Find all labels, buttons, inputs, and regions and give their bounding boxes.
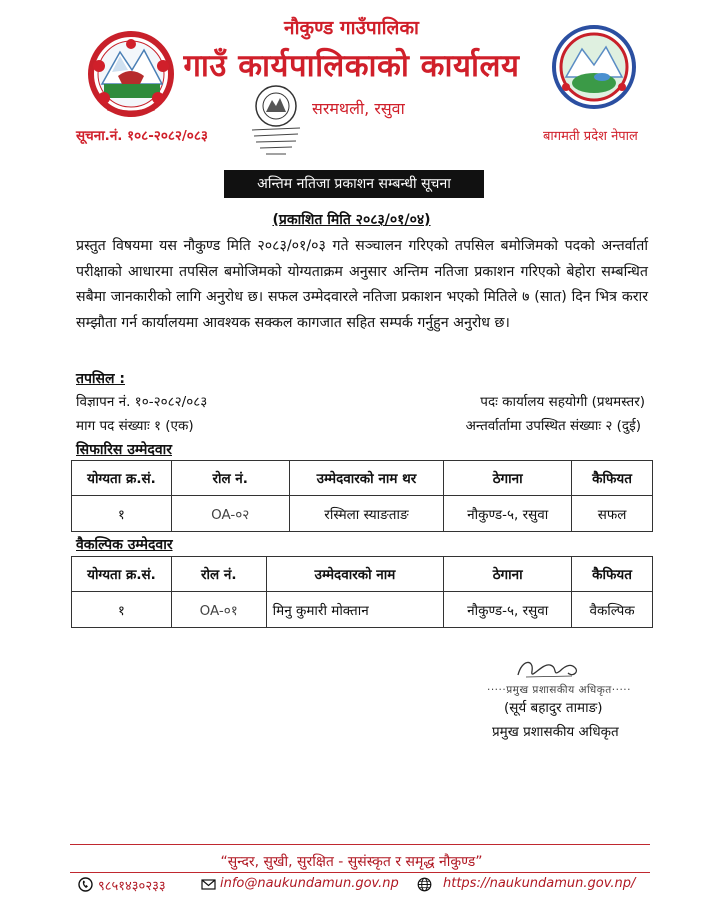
column-header: कैफियत xyxy=(572,557,653,592)
address-cell: नौकुण्ड-५, रसुवा xyxy=(444,592,572,628)
column-header: ठेगाना xyxy=(444,461,572,496)
advertisement-number: विज्ञापन नं. १०-२०८२/०८३ xyxy=(76,394,208,410)
office-location: सरमथली, रसुवा xyxy=(312,99,405,118)
email-icon xyxy=(201,877,216,892)
post-name: पदः कार्यालय सहयोगी (प्रथमस्तर) xyxy=(480,394,645,410)
remarks-cell: सफल xyxy=(572,496,653,532)
rank-cell: १ xyxy=(72,592,172,628)
column-header: कैफियत xyxy=(572,461,653,496)
signatory-title: प्रमुख प्रशासकीय अधिकृत xyxy=(492,724,619,740)
page-title: गाउँ कार्यपालिकाको कार्यालय xyxy=(183,48,520,84)
column-header: उम्मेदवारको नाम xyxy=(266,557,444,592)
recommended-heading: सिफारिस उम्मेदवार xyxy=(76,442,172,458)
phone-icon xyxy=(78,877,93,892)
candidate-name-cell: रस्मिला स्याङताङ xyxy=(289,496,444,532)
roll-cell: OA-०२ xyxy=(171,496,289,532)
published-date: (प्रकाशित मिति २०८३/०१/०४) xyxy=(272,212,431,228)
remarks-cell: वैकल्पिक xyxy=(572,592,653,628)
address-cell: नौकुण्ड-५, रसुवा xyxy=(444,496,572,532)
phone-number: ९८५१४३०२३३ xyxy=(98,879,166,894)
recommended-table xyxy=(71,460,653,532)
alternate-table xyxy=(71,556,653,628)
email-link[interactable]: info@naukundamun.gov.np xyxy=(220,876,399,891)
attendance-count: अन्तर्वार्तामा उपस्थित संख्याः २ (दुई) xyxy=(465,418,641,434)
reference-number: सूचना.नं. १०८-२०८२/०८३ xyxy=(76,128,208,144)
roll-cell: OA-०१ xyxy=(171,592,266,628)
signatory-name: (सूर्य बहादुर तामाङ) xyxy=(504,700,603,716)
details-label: तपसिल : xyxy=(76,371,125,387)
column-header: ठेगाना xyxy=(444,557,572,592)
signature-icon xyxy=(512,655,582,683)
column-header: रोल नं. xyxy=(171,557,266,592)
province-label: बागमती प्रदेश नेपाल xyxy=(543,129,638,144)
notice-heading: अन्तिम नतिजा प्रकाशन सम्बन्धी सूचना xyxy=(224,170,484,198)
table-row xyxy=(72,592,653,628)
office-seal-icon xyxy=(242,84,310,160)
column-header: योग्यता क्र.सं. xyxy=(72,557,172,592)
footer-divider xyxy=(70,872,650,873)
column-header: रोल नं. xyxy=(171,461,289,496)
website-link[interactable]: https://naukundamun.gov.np/ xyxy=(443,876,636,891)
table-row xyxy=(72,496,653,532)
column-header: योग्यता क्र.सं. xyxy=(72,461,172,496)
signature-stamp: ·····प्रमुख प्रशासकीय अधिकृत····· xyxy=(487,684,631,696)
column-header: उम्मेदवारको नाम थर xyxy=(289,461,444,496)
footer-motto: “सुन्दर, सुखी, सुरक्षित - सुसंस्कृत र समृद्ध नौकुण्ड” xyxy=(220,854,483,870)
office-name: नौकुण्ड गाउँपालिका xyxy=(284,17,419,39)
candidate-name-cell: मिनु कुमारी मोक्तान xyxy=(266,592,444,628)
alternate-heading: वैकल्पिक उम्मेदवार xyxy=(76,537,173,553)
rank-cell: १ xyxy=(72,496,172,532)
notice-body: प्रस्तुत विषयमा यस नौकुण्ड मिति २०८३/०१/०३ गते सञ्चालन गरिएको तपसिल बमोजिमको पदको अन्तर्वार्ता परीक्षाको आधारमा तपसिल बमोजिमको योग्यताक्रम अनुसार अन्तिम नतिजा प्रकाशन गरिएको बेहोरा सम्बन्धित सबैमा जानकारीको लागि अनुरोध छ। सफल उम्मेदवारले नतिजा प्रकाशन भएको मितिले ७ (सात) दिन भित्र करार सम्झौता गर्न कार्यालयमा आवश्यक सक्कल कागजात सहित सम्पर्क गर्नुहुन अनुरोध छ। xyxy=(76,238,648,331)
demand-posts: माग पद संख्याः १ (एक) xyxy=(76,418,194,434)
globe-icon xyxy=(417,877,432,892)
footer-divider xyxy=(70,844,650,845)
